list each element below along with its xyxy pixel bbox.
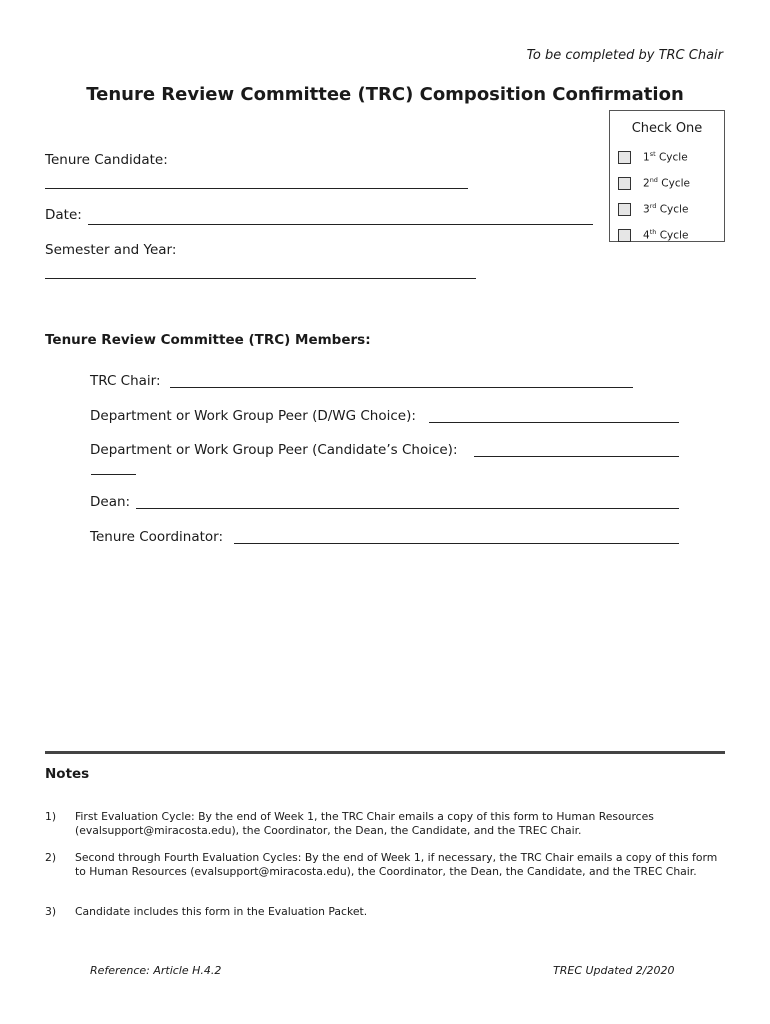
coordinator-field[interactable] <box>234 543 679 544</box>
note-number: 2) <box>45 851 57 864</box>
note-item-1 <box>45 810 725 838</box>
date-field[interactable] <box>88 224 593 225</box>
note-text: Candidate includes this form in the Evaluation Packet. <box>75 905 368 918</box>
cycle-1-label: 1st Cycle <box>643 150 688 164</box>
dean-label: Dean: <box>90 494 131 510</box>
peer-candidate-field[interactable] <box>474 456 679 457</box>
peer-dwg-field[interactable] <box>429 422 679 423</box>
coordinator-label: Tenure Coordinator: <box>90 529 224 545</box>
peer-candidate-field-continued[interactable] <box>91 474 136 475</box>
tenure-candidate-field[interactable] <box>45 188 468 189</box>
tenure-candidate-label: Tenure Candidate: <box>45 152 168 168</box>
members-heading: Tenure Review Committee (TRC) Members: <box>45 332 371 348</box>
check-one-heading: Check One <box>631 121 703 136</box>
header-note: To be completed by TRC Chair <box>526 48 723 63</box>
cycle-1-checkbox[interactable] <box>618 151 631 164</box>
note-item-3 <box>45 905 725 919</box>
cycle-3-label: 3rd Cycle <box>643 202 689 216</box>
note-number: 3) <box>45 905 57 918</box>
cycle-option-3[interactable] <box>618 199 688 219</box>
semester-year-field[interactable] <box>45 278 476 279</box>
cycle-2-label: 2nd Cycle <box>643 176 690 190</box>
semester-year-label: Semester and Year: <box>45 242 177 258</box>
note-text: Second through Fourth Evaluation Cycles: By the end of Week 1, if necessary, the TRC Chair emails a copy of this form to Human Resources (evalsupport@miracosta.edu), the Coordinator, the Dean, the Candidate, and the TREC Chair. <box>75 851 718 878</box>
dean-field[interactable] <box>136 508 679 509</box>
section-divider <box>45 751 725 754</box>
peer-dwg-label: Department or Work Group Peer (D/WG Choice): <box>90 408 416 424</box>
date-label: Date: <box>45 207 82 223</box>
cycle-option-4[interactable] <box>618 225 688 245</box>
cycle-option-2[interactable] <box>618 173 690 193</box>
note-text: First Evaluation Cycle: By the end of Week 1, the TRC Chair emails a copy of this form to Human Resources (evalsupport@miracosta.edu), the Coordinator, the Dean, the Candidate, and the TREC Chair. <box>75 810 654 837</box>
check-one-panel <box>609 110 725 242</box>
note-number: 1) <box>45 810 57 823</box>
form-title: Tenure Review Committee (TRC) Composition Confirmation <box>86 84 684 105</box>
cycle-2-checkbox[interactable] <box>618 177 631 190</box>
cycle-option-1[interactable] <box>618 147 688 167</box>
cycle-3-checkbox[interactable] <box>618 203 631 216</box>
cycle-4-checkbox[interactable] <box>618 229 631 242</box>
footer-reference: Reference: Article H.4.2 <box>90 964 222 977</box>
notes-heading: Notes <box>45 766 90 782</box>
trc-chair-label: TRC Chair: <box>90 373 161 389</box>
peer-candidate-label: Department or Work Group Peer (Candidate’s Choice): <box>90 442 458 458</box>
cycle-4-label: 4th Cycle <box>643 228 689 242</box>
note-item-2 <box>45 851 725 893</box>
footer-updated: TREC Updated 2/2020 <box>553 964 675 977</box>
trc-chair-field[interactable] <box>170 387 633 388</box>
